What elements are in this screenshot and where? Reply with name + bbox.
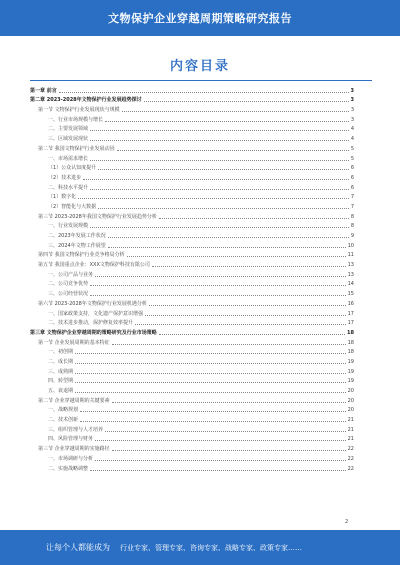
toc-entry-page: 21	[347, 417, 354, 424]
toc-leader-dots	[75, 373, 346, 374]
toc-entry-text: 第二节 企业穿越周期的关键要素	[38, 397, 110, 404]
toc-entry-text: 第六节 2023-2028年文物保护行业发展机遇分析	[38, 300, 147, 307]
footer-roles: 行业专家、管理专家、咨询专家、战略专家、政策专家……	[120, 543, 302, 552]
toc-leader-dots	[95, 440, 346, 441]
toc-leader-dots	[80, 421, 346, 422]
toc-entry-page: 3	[350, 87, 354, 94]
toc-entry[interactable]	[30, 113, 354, 123]
toc-entry-text: 二、公司竞争优势	[48, 281, 89, 288]
toc-leader-dots	[75, 363, 346, 364]
toc-entry-text: 五、衰退期	[48, 388, 74, 394]
toc-leader-dots	[108, 237, 349, 238]
toc-entry[interactable]	[30, 94, 354, 104]
toc-entry-page: 8	[350, 223, 354, 230]
toc-entry[interactable]	[30, 317, 354, 327]
toc-entry-page: 21	[347, 426, 354, 433]
toc-leader-dots	[149, 305, 346, 306]
toc-leader-dots	[108, 247, 346, 248]
toc-entry-text: 第四节 我国文物保护行业竞争格局分析	[38, 252, 125, 259]
toc-entry[interactable]	[30, 346, 354, 356]
toc-entry-page: 14	[347, 281, 354, 288]
toc-entry[interactable]	[30, 239, 354, 249]
toc-entry-page: 10	[347, 242, 354, 249]
toc-entry-page: 17	[347, 310, 354, 317]
toc-entry-text: 第一章 前言	[30, 87, 57, 94]
toc-entry-text: 一、市场调研与分析	[48, 455, 94, 462]
toc-leader-dots	[90, 227, 349, 228]
toc-entry-text: 二、实施战略调整	[48, 465, 89, 472]
toc-entry-page: 3	[350, 97, 354, 104]
toc-entry[interactable]	[30, 210, 354, 220]
toc-leader-dots	[98, 169, 349, 170]
toc-entry[interactable]	[30, 423, 354, 433]
toc-leader-dots	[75, 392, 346, 393]
toc-leader-dots	[90, 285, 346, 286]
toc-entry[interactable]	[30, 171, 354, 181]
toc-leader-dots	[117, 150, 349, 151]
toc-entry-text: 一、初创期	[48, 349, 74, 356]
toc-entry-page: 19	[347, 378, 354, 385]
toc-entry[interactable]	[30, 433, 354, 443]
toc-entry[interactable]	[30, 452, 354, 462]
toc-entry-text: 四、转型期	[48, 378, 74, 385]
toc-entry-page: 17	[347, 320, 354, 327]
toc-entry-text: 一、战略规划	[48, 407, 79, 414]
toc-entry-text: （2）智能化与大数据	[48, 203, 97, 210]
toc-entry[interactable]	[30, 220, 354, 230]
toc-leader-dots	[95, 276, 346, 277]
toc-entry-page: 22	[347, 446, 354, 453]
toc-leader-dots	[152, 266, 346, 267]
toc-leader-dots	[90, 470, 346, 471]
toc-entry[interactable]	[30, 336, 354, 346]
toc-leader-dots	[135, 324, 346, 325]
toc-entry-text: 第二章 2023-2028年文物保护行业发展趋势探讨	[30, 97, 142, 104]
toc-entry-page: 19	[347, 368, 354, 375]
toc-entry-text: 二、技术进步推动，保护修复效率提升	[48, 320, 134, 327]
toc-entry-text: 一、行业发展规模	[48, 223, 89, 230]
toc-entry-page: 5	[350, 155, 354, 162]
toc-entry-page: 18	[347, 329, 354, 336]
toc-entry-text: 二、2023年发展工作状况	[48, 233, 106, 239]
toc-entry-text: 二、技术创新	[48, 417, 79, 424]
toc-entry-text: 第五节 我国重点企业：XXX文物保护科技有限公司	[38, 262, 150, 269]
toc-entry[interactable]	[30, 278, 354, 288]
toc-entry[interactable]	[30, 442, 354, 452]
toc-leader-dots	[159, 334, 345, 335]
toc-leader-dots	[75, 382, 346, 383]
footer-slogan: 让每个人都能成为	[46, 543, 110, 552]
toc-entry-page: 15	[347, 291, 354, 298]
toc-title: 内容目录	[169, 59, 230, 74]
toc-entry[interactable]	[30, 103, 354, 113]
toc-leader-dots	[90, 160, 349, 161]
toc-entry[interactable]	[30, 162, 354, 172]
toc-entry-text: 二、主要发展领域	[48, 126, 89, 133]
toc-entry-page: 5	[350, 145, 354, 152]
toc-entry-text: 四、风险管理与财务	[48, 436, 94, 443]
toc-entry-text: 三、区域发展现状	[48, 136, 89, 143]
page-number: 2	[345, 519, 349, 525]
toc-leader-dots	[122, 111, 349, 112]
toc-entry-page: 6	[350, 174, 354, 181]
toc-leader-dots	[112, 402, 346, 403]
toc-entry-page: 18	[347, 339, 354, 346]
toc-entry-text: 第三节 2023-2028年我国文物保护行业发展趋势分析	[38, 213, 157, 220]
toc-entry-text: （1）公众认知度提升	[48, 165, 97, 172]
toc-leader-dots	[90, 140, 349, 141]
toc-entry-page: 22	[347, 455, 354, 462]
toc-leader-dots	[98, 208, 349, 209]
toc-entry-text: 二、科技水平提升	[48, 184, 89, 191]
toc-entry-page: 13	[347, 262, 354, 269]
toc-entry-page: 20	[347, 397, 354, 404]
toc-entry-text: 一、国家政策支持，文化遗产保护意识增强	[48, 310, 144, 317]
toc-entry-page: 22	[347, 465, 354, 472]
toc-entry-page: 4	[350, 136, 354, 143]
toc-entry[interactable]	[30, 355, 354, 365]
toc-entry-text: （2）技术进步	[48, 174, 82, 181]
toc-leader-dots	[127, 256, 346, 257]
toc-leader-dots	[145, 315, 346, 316]
toc-entry[interactable]	[30, 394, 354, 404]
toc-entry[interactable]	[30, 413, 354, 423]
toc-entry-page: 8	[350, 213, 354, 220]
toc-entry-text: 二、成长期	[48, 358, 74, 365]
toc-leader-dots	[90, 295, 346, 296]
toc-entry-page: 20	[347, 388, 354, 394]
toc-entry-text: 三、公司经营状况	[48, 291, 89, 298]
header-bar	[0, 0, 400, 36]
toc-entry[interactable]	[30, 384, 354, 394]
footer-bar	[0, 530, 400, 565]
toc-entry-page: 3	[350, 116, 354, 123]
toc-entry[interactable]	[30, 123, 354, 133]
toc-entry-page: 7	[350, 203, 354, 210]
toc-entry-text: 第一节 企业发展周期的基本特征	[38, 339, 110, 346]
toc-entry-text: 三、组织管理与人才培养	[48, 426, 104, 433]
toc-entry[interactable]	[30, 249, 354, 259]
toc-entry[interactable]	[30, 84, 354, 94]
toc-entry-page: 4	[350, 126, 354, 133]
toc-leader-dots	[83, 179, 349, 180]
toc-leader-dots	[144, 101, 349, 102]
toc-entry-text: 三、2024年文物工作展望	[48, 242, 106, 249]
toc-leader-dots	[112, 450, 346, 451]
toc-divider	[30, 80, 372, 81]
toc-entry-text: 第二节 我国文物保护行业发展动因	[38, 145, 115, 152]
toc-entry-text: 一、市场需求增长	[48, 155, 89, 162]
toc-entry-text: 第三节 企业穿越周期的实施路径	[38, 446, 110, 453]
toc-leader-dots	[95, 460, 346, 461]
report-title: 文物保护企业穿越周期策略研究报告	[108, 12, 292, 25]
toc-entry-text: （1）数字化	[48, 194, 77, 201]
toc-leader-dots	[90, 189, 349, 190]
toc-entry[interactable]	[30, 268, 354, 278]
toc-entry[interactable]	[30, 462, 354, 472]
toc-entry-text: 一、行业市场规模与增长	[48, 116, 104, 123]
toc-leader-dots	[105, 431, 346, 432]
toc-entry-page: 20	[347, 407, 354, 414]
toc-leader-dots	[75, 353, 346, 354]
toc-entry-page: 9	[350, 233, 354, 239]
toc-entry-page: 6	[350, 184, 354, 191]
toc-entry-page: 19	[347, 358, 354, 365]
toc-entry[interactable]	[30, 152, 354, 162]
toc-entry[interactable]	[30, 229, 354, 239]
toc-leader-dots	[59, 92, 349, 93]
toc-entry[interactable]	[30, 132, 354, 142]
toc-leader-dots	[80, 411, 346, 412]
toc-leader-dots	[90, 130, 349, 131]
toc-entry-text: 第一节 文物保护行业发展现状与规模	[38, 107, 120, 114]
toc-entry-page: 7	[350, 194, 354, 201]
toc-entry-page: 18	[347, 349, 354, 356]
toc-entry-page: 21	[347, 436, 354, 443]
toc-entry[interactable]	[30, 200, 354, 210]
toc-entry[interactable]	[30, 287, 354, 297]
toc-entry[interactable]	[30, 142, 354, 152]
toc-entry-page: 3	[350, 107, 354, 114]
toc-entry[interactable]	[30, 375, 354, 385]
toc-entry[interactable]	[30, 181, 354, 191]
toc-entry[interactable]	[30, 307, 354, 317]
toc-leader-dots	[159, 218, 349, 219]
toc-entry[interactable]	[30, 191, 354, 201]
toc-entry-page: 13	[347, 271, 354, 278]
toc-entry-page: 11	[347, 252, 354, 259]
table-of-contents	[30, 84, 354, 472]
toc-entry-text: 一、公司产品与业务	[48, 271, 94, 278]
toc-entry[interactable]	[30, 258, 354, 268]
toc-entry-text: 三、成熟期	[48, 368, 74, 375]
toc-entry[interactable]	[30, 326, 354, 336]
toc-entry-page: 16	[347, 300, 354, 307]
toc-entry[interactable]	[30, 404, 354, 414]
toc-entry-text: 第三章 文物保护企业穿越周期的策略研究及行业市场策略	[30, 329, 157, 336]
toc-entry-page: 6	[350, 165, 354, 172]
toc-leader-dots	[78, 198, 349, 199]
toc-leader-dots	[105, 121, 349, 122]
toc-leader-dots	[112, 344, 346, 345]
toc-entry[interactable]	[30, 365, 354, 375]
toc-entry[interactable]	[30, 297, 354, 307]
